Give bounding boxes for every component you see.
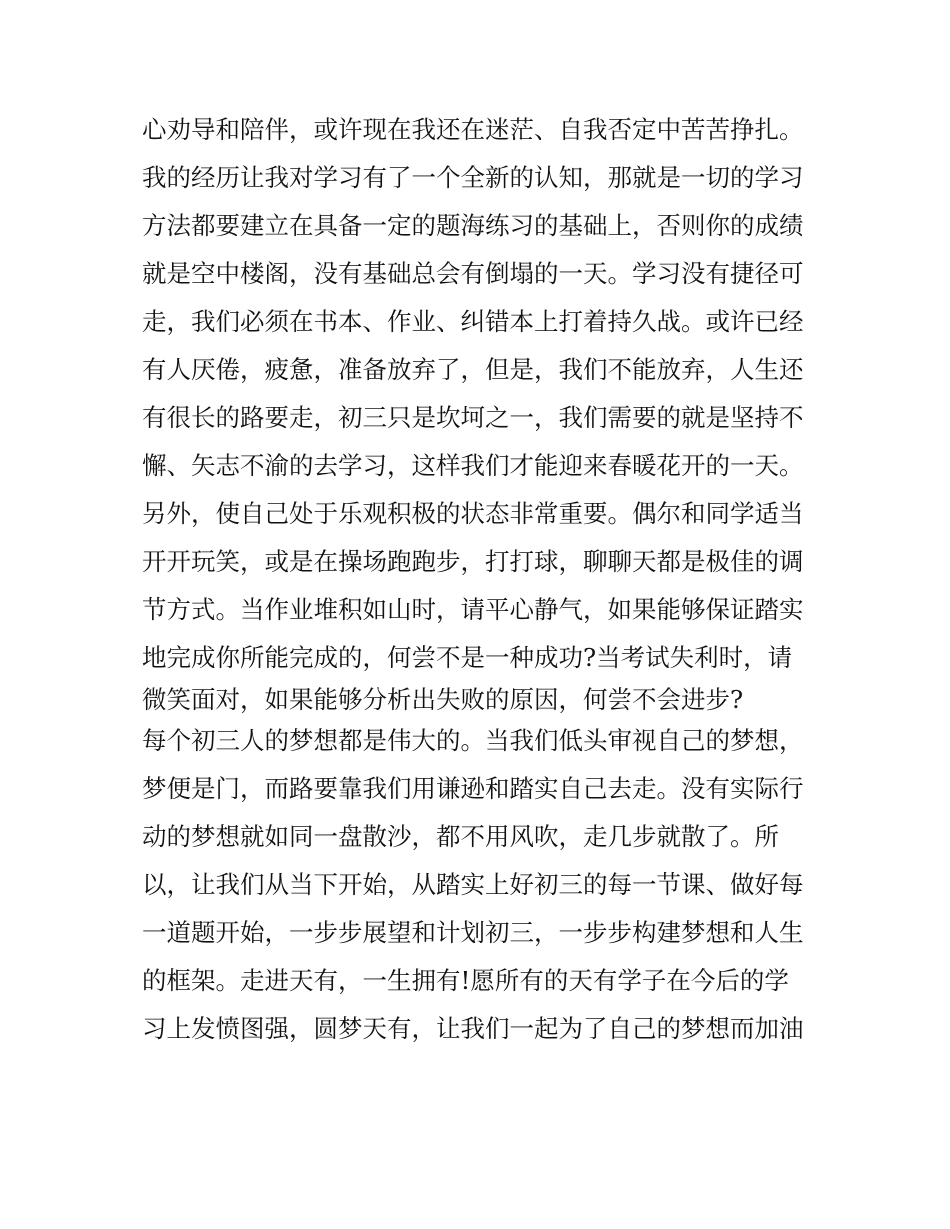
- text-line: 习上发愤图强，圆梦天有，让我们一起为了自己的梦想而加油: [142, 1014, 804, 1043]
- text-line: 有很长的路要走，初三只是坎坷之一，我们需要的就是坚持不: [142, 403, 804, 432]
- body-text: [142, 106, 822, 1053]
- text-line: 一道题开始，一步步展望和计划初三，一步步构建梦想和人生: [142, 918, 804, 947]
- text-line: 每个初三人的梦想都是伟大的。当我们低头审视自己的梦想，: [142, 726, 804, 755]
- text-line: 以，让我们从当下开始，从踏实上好初三的每一节课、做好每: [142, 870, 804, 899]
- text-line: 心劝导和陪伴，或许现在我还在迷茫、自我否定中苦苦挣扎。: [142, 115, 804, 144]
- text-line: 就是空中楼阁，没有基础总会有倒塌的一天。学习没有捷径可: [142, 259, 804, 288]
- text-line: 方法都要建立在具备一定的题海练习的基础上，否则你的成绩: [142, 211, 804, 240]
- text-line: 另外，使自己处于乐观积极的状态非常重要。偶尔和同学适当: [142, 499, 804, 528]
- text-line: 地完成你所能完成的，何尝不是一种成功?当考试失利时，请: [142, 643, 793, 672]
- text-line: 的框架。走进天有，一生拥有!愿所有的天有学子在今后的学: [142, 966, 789, 995]
- text-line: 有人厌倦，疲惫，准备放弃了，但是，我们不能放弃，人生还: [142, 355, 804, 384]
- text-line: 懈、矢志不渝的去学习，这样我们才能迎来春暖花开的一天。: [142, 451, 804, 480]
- text-line: 动的梦想就如同一盘散沙，都不用风吹，走几步就散了。所: [142, 822, 779, 851]
- text-line: 节方式。当作业堆积如山时，请平心静气，如果能够保证踏实: [142, 595, 804, 624]
- text-line: 梦便是门，而路要靠我们用谦逊和踏实自己去走。没有实际行: [142, 774, 804, 803]
- text-line: 微笑面对，如果能够分析出失败的原因，何尝不会进步?: [142, 685, 744, 714]
- text-line: 开开玩笑，或是在操场跑跑步，打打球，聊聊天都是极佳的调: [142, 547, 804, 576]
- text-line: 我的经历让我对学习有了一个全新的认知，那就是一切的学习: [142, 163, 804, 192]
- text-line: 走，我们必须在书本、作业、纠错本上打着持久战。或许已经: [142, 307, 804, 336]
